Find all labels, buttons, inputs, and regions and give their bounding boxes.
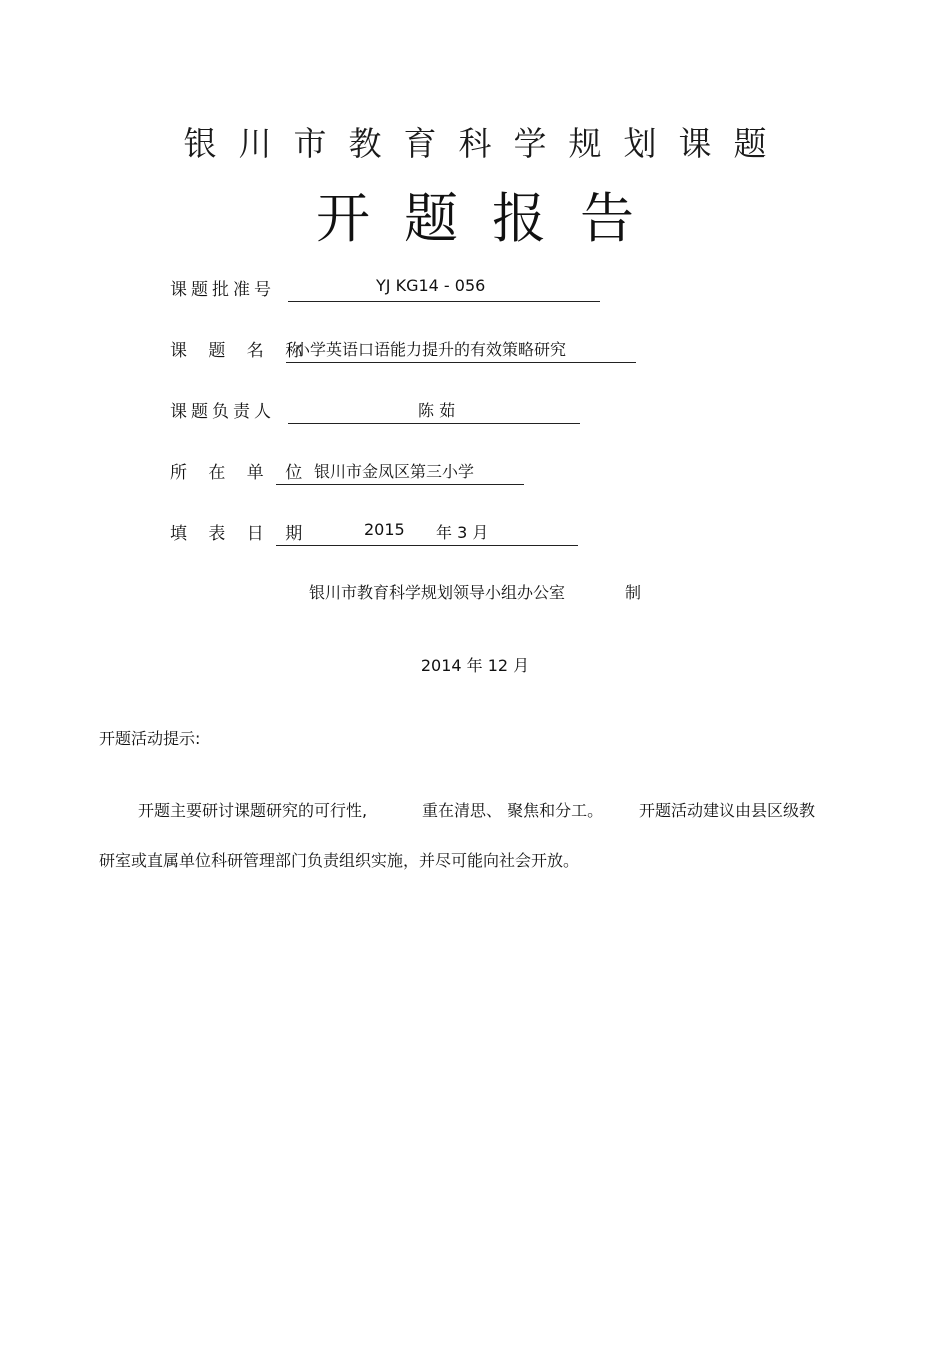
field-approval-no-line <box>288 275 600 302</box>
field-approval-no-value: YJ KG14 - 056 <box>376 276 486 295</box>
issuer-org: 银川市教育科学规划领导小组办公室 <box>309 583 566 602</box>
field-date <box>170 519 590 545</box>
field-topic-name-value: 小学英语口语能力提升的有效策略研究 <box>294 340 567 359</box>
field-leader-value: 陈 茹 <box>418 401 456 420</box>
field-date-line <box>276 519 578 546</box>
field-date-year: 2015 <box>364 520 405 539</box>
tips-line1-part2: 重在清思、 聚焦和分工。 <box>422 801 604 820</box>
field-approval-no-label: 课题批准号 <box>170 280 275 300</box>
field-topic-name-label: 课 题 名 称 <box>170 341 311 361</box>
issuer-date: 2014 年 12 月 <box>420 656 530 675</box>
field-unit <box>170 458 530 484</box>
field-topic-name <box>170 336 640 362</box>
field-unit-value: 银川市金凤区第三小学 <box>314 462 475 481</box>
tips-heading: 开题活动提示: <box>99 729 201 748</box>
field-leader-label: 课题负责人 <box>170 402 275 422</box>
tips-line1-part3: 开题活动建议由县区级教 <box>639 801 816 820</box>
field-topic-name-line <box>286 336 636 363</box>
tips-line2: 研室或直属单位科研管理部门负责组织实施，并尽可能向社会开放。 <box>99 851 580 870</box>
field-unit-label: 所 在 单 位 <box>170 463 311 483</box>
field-date-rest: 年 3 月 <box>436 523 489 542</box>
field-leader-line <box>288 397 580 424</box>
field-date-label: 填 表 日 期 <box>170 524 311 544</box>
issuer-made: 制 <box>625 583 642 602</box>
document-subtitle: 开题报告 <box>316 187 668 250</box>
document-title: 银川市教育科学规划课题 <box>183 124 789 163</box>
field-unit-line <box>276 458 524 485</box>
field-approval-no <box>170 275 610 301</box>
tips-line1-part1: 开题主要研讨课题研究的可行性, <box>138 801 368 820</box>
field-leader <box>170 397 590 423</box>
